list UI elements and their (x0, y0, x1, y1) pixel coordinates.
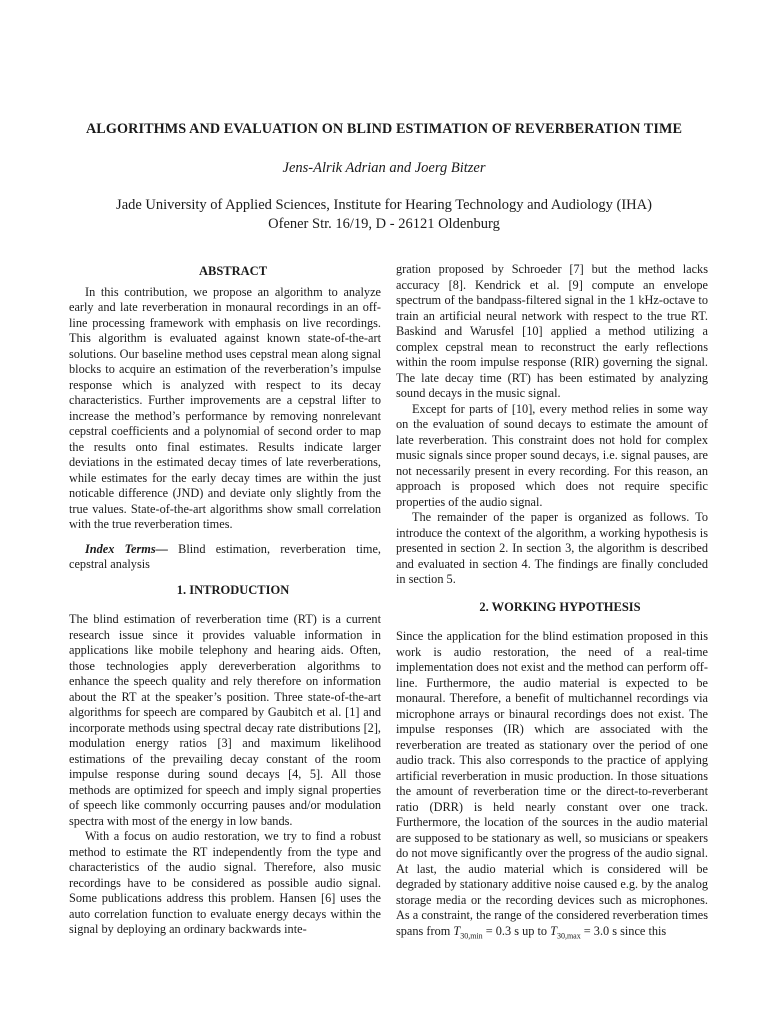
index-terms-label: Index Terms— (85, 541, 168, 556)
paper-title: ALGORITHMS AND EVALUATION ON BLIND ESTIMATION OF REVERBERATION TIME (85, 121, 683, 137)
t30-max-value: = 3.0 s since this (580, 923, 667, 938)
t30-max-symbol: $T_{30,max}$ (550, 923, 581, 940)
section-1-paragraph-4: The remainder of the paper is organized as follows. To introduce the context of the algorithm, a working hypothesis is presented in section 2. In section 3, the algorithm is described and evaluated in section 4. The findings are finally concluded in section 5. (396, 510, 708, 586)
section-1-paragraph-2: With a focus on audio restoration, we try to find a robust method to estimate the RT independently from the type and characteristics of the audio signal. Therefore, also music recordings have to be considered as possible audio signal. Some publications address this problem. Hansen [6] uses the auto correlation function to evaluate energy decays within the signal by deploying an ordinary backwards inte- (69, 829, 381, 936)
affiliation-line-1: Jade University of Applied Sciences, Institute for Hearing Technology and Audiology (IHA) (116, 197, 652, 213)
paper-affiliation (40, 196, 728, 234)
section-1-heading: 1. INTRODUCTION (176, 582, 290, 597)
right-column (396, 262, 708, 943)
section-1-paragraph-2-continued: gration proposed by Schroeder [7] but the method lacks accuracy [8]. Kendrick et al. [9] compute an envelope spectrum of the bandpass-filtered signal in the 1 kHz-octave to train an artificial neural network with respect to the true RT. Baskind and Warusfel [10] applied a method utilizing a complex cepstral mean to reconstruct the early reflections within the room impulse response (RIR) governing the signal. The late decay time (RT) has been estimated by analyzing sound decays in the music signal. (396, 262, 708, 400)
section-2-paragraph-1-text: Since the application for the blind estimation proposed in this work is audio restoration, the need of a real-time implementation does not exist and the method can perform off-line. Furthermore, the audio material is expected to be monaural. Therefore, a benefit of multichannel recordings via microphone arrays or binaural recordings does not exist. The impulse responses (IR) which are associated with the reverberation are treated as stationary over the period of one audio track. This also corresponds to the practice of applying artificial reverberation in music production. In those situations the amount of reverberation time or the direct-to-reverberant ratio (DRR) is held nearly constant over one track. Furthermore, the location of the sources in the audio material are supposed to be stationary as well, so musicians or speakers do not move significantly over the progress of the audio signal. At last, the audio material which is considered will be degraded by stationary additive noise caused e.g. by the analog storage media or the recording devices such as microphones. As a constraint, the range of the considered reverberation times spans from (396, 629, 708, 938)
section-1-paragraph-1: The blind estimation of reverberation time (RT) is a current research issue since it provides valuable information in applications like mobile telephony and hearing aids. Often, those technologies apply dereverberation algorithms to enhance the speech quality and rely therefore on information about the RT at the speaker’s position. Three state-of-the-art algorithms for speech are compared by Gaubitch et al. [1] and incorporate methods using spectral decay rate distributions [2], modulation energy ratios [3] and maximum likelihood estimations of the prevailing decay constant of the room impulse response during sound decays [4, 5]. All those methods are optimized for speech and imply signal properties of speech like commonly occurring pauses and/or modulation spectra with most of the energy in low bands. (69, 612, 381, 828)
affiliation-line-2: Ofener Str. 16/19, D - 26121 Oldenburg (268, 216, 500, 232)
paper-authors: Jens-Alrik Adrian and Joerg Bitzer (282, 160, 486, 176)
t30-min-value: = 0.3 s up to (482, 923, 551, 938)
section-2-paragraph-1 (396, 629, 708, 943)
t30-min-symbol: $T_{30,min}$ (453, 923, 483, 940)
abstract-heading: ABSTRACT (198, 264, 268, 278)
section-2-heading: 2. WORKING HYPOTHESIS (479, 599, 641, 614)
section-1-paragraph-3: Except for parts of [10], every method relies in some way on the evaluation of sound decays to estimate the amount of late reverberation. This constraint does not hold for complex music signals since proper sound decays, i.e. signal pauses, are not necessarily present in every recording. For this reason, an approach is proposed which does not require specific properties of the audio signal. (396, 401, 708, 509)
index-terms-text: Blind estimation, reverberation time, cepstral analysis (69, 541, 381, 571)
left-column (69, 262, 381, 938)
index-terms (69, 542, 381, 573)
abstract-text: In this contribution, we propose an algorithm to analyze early and late reverberation in monaural recordings in an off-line processing framework with emphasis on live recordings. This algorithm is evaluated against known state-of-the-art solutions. Our baseline method uses cepstral mean along signal blocks to acquire an estimation of the reverberation’s impulse response which is analyzed with respect to its decay characteristics. Further improvements are a cepstral lifter to increase the method’s performance by removing nonrelevant cepstral coefficients and a polynomial of second order to map the results onto final estimates. Results indicate larger deviations in the estimated decay times of late reverberations, while estimates for the early decay times are within the just noticable difference (JND) and deviate only slightly from the true values. State-of-the-art algorithms show small correlation with the true reverberation times. (69, 284, 381, 531)
